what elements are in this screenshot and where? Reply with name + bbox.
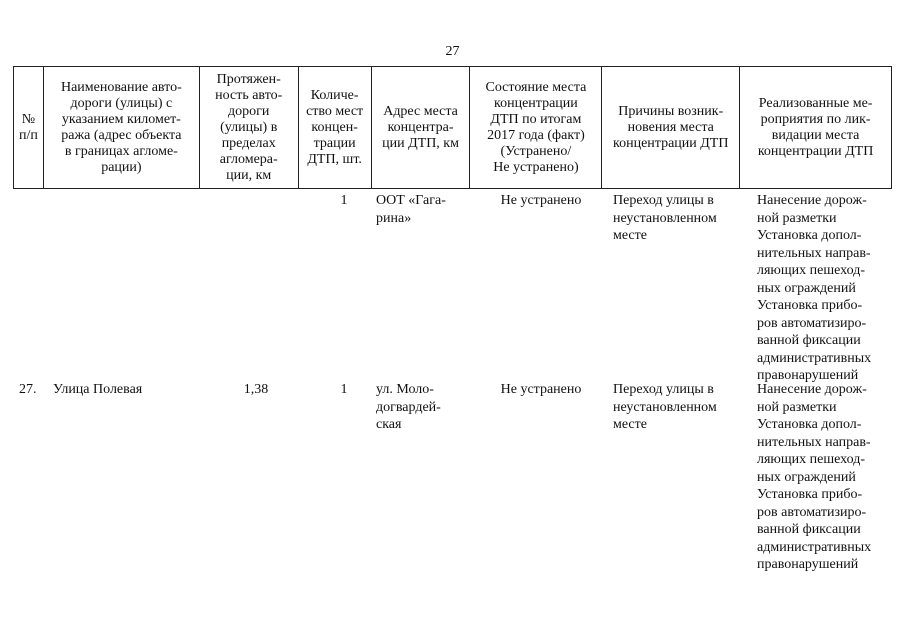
row-road-length: 1,38: [243, 382, 269, 397]
header-address: Адрес места концентра- ции ДТП, км: [372, 67, 471, 188]
row-measures: Нанесение дорож- ной разметки Установка допол- нительных направ- ляющих пешеход- ных ограждений Установка прибо- ров автоматизиро- ванной фиксации административных правонарушений: [757, 382, 872, 572]
row-reason: Переход улицы в неустановленном месте: [613, 193, 717, 243]
table-header: [13, 66, 892, 189]
header-place-count: Количе- ство мест концен- трации ДТП, шт.: [299, 67, 372, 188]
row-reason: Переход улицы в неустановленном месте: [613, 382, 717, 432]
row-number: 27.: [19, 382, 37, 397]
page-number: 27: [445, 44, 460, 59]
header-road-length: Протяжен- ность авто- дороги (улицы) в пределах агломера- ции, км: [200, 67, 299, 188]
row-place-count: 1: [340, 193, 348, 208]
header-reasons: Причины возник- новения места концентрации ДТП: [602, 67, 740, 188]
row-place-count: 1: [340, 382, 348, 397]
row-address: ул. Моло- догвардей- ская: [376, 382, 441, 432]
header-road-name: Наименование авто- дороги (улицы) с указанием километ- ража (адрес объекта в границах агломе- рации): [44, 67, 200, 188]
header-number: № п/п: [14, 67, 44, 188]
row-status: Не устранено: [500, 382, 582, 397]
row-measures: Нанесение дорож- ной разметки Установка допол- нительных направ- ляющих пешеход- ных ограждений Установка прибо- ров автоматизиро- ванной фиксации административных правонарушений: [757, 193, 872, 383]
row-status: Не устранено: [500, 193, 582, 208]
row-road-name: Улица Полевая: [53, 382, 143, 397]
row-address: ООТ «Гага- рина»: [376, 193, 446, 226]
header-measures: Реализованные ме- роприятия по лик- видации места концентрации ДТП: [740, 67, 892, 188]
header-status: Состояние места концентрации ДТП по итогам 2017 года (факт) (Устранено/ Не устранено): [470, 67, 602, 188]
